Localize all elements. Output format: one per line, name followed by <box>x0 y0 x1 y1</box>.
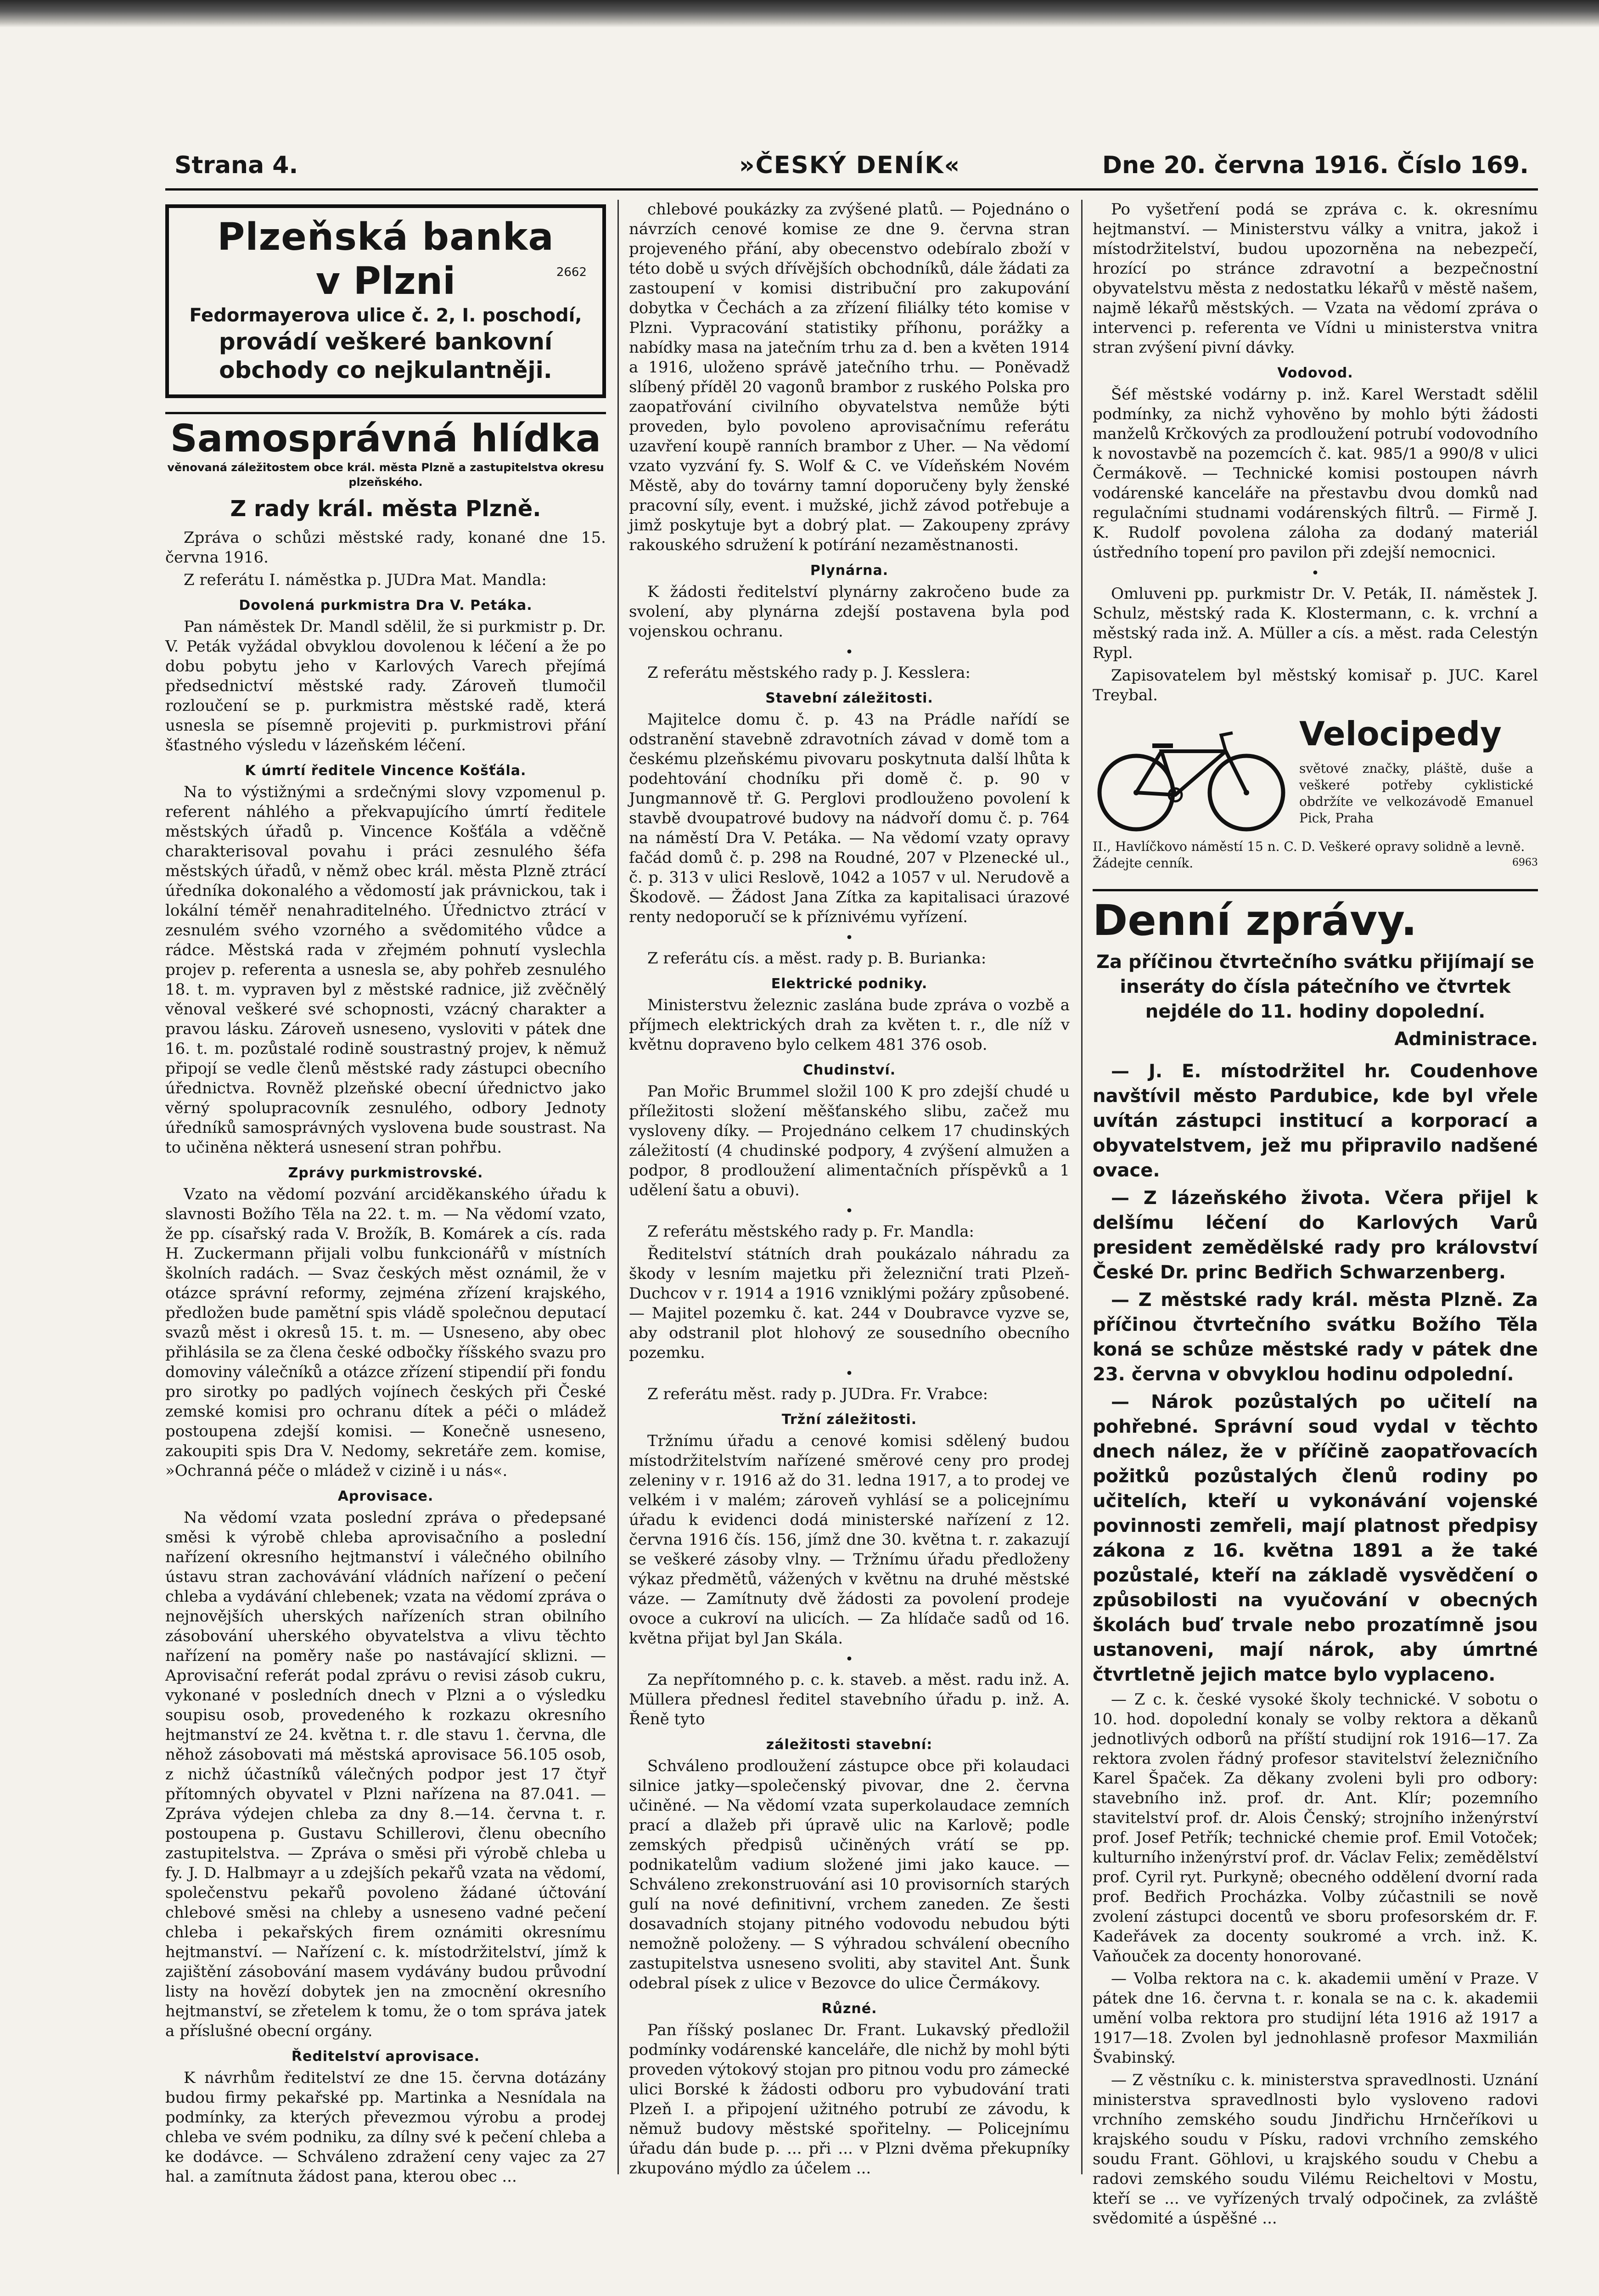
paragraph: Ministerstvu železnic zaslána bude zpráva o vozbě a příjmech elektrických drah za květen t. r., dle níž v květnu dopraveno bylo celkem 481 376 osob. <box>629 996 1070 1054</box>
separator-dot: • <box>845 1203 853 1219</box>
paragraph: Pan Mořic Brummel složil 100 K pro zdejší chudé u příležitosti složení měšťanského slibu, začež mu vysloveny díky. — Projednáno celkem 17 chudinských záležitostí (4 chudinské podpory, 4 zvýšení almužen a podpor, 8 prodloužení alimentačních příspěvků a 1 udělení šatu a obuvi). <box>629 1082 1070 1199</box>
paragraph: Zapisovatelem byl městský komisař p. JUC. Karel Treybal. <box>1093 666 1538 704</box>
article-intro: Zpráva o schůzi městské rady, konané dne 15. června 1916. <box>165 529 606 567</box>
paragraph: Za nepřítomného p. c. k. staveb. a měst. radu inž. A. Müllera přednesl ředitel stavebního úřadu p. inž. A. Řeně tyto <box>629 1671 1070 1728</box>
column-3 <box>1093 200 1538 2228</box>
subheading: Zprávy purkmistrovské. <box>288 1165 483 1181</box>
velo-description: světové značky, pláště, duše a veškeré potřeby cyklistické obdržíte ve velkozávodě Emanuel Pick, Praha <box>1299 761 1533 826</box>
velo-title: Velocipedy <box>1299 715 1502 753</box>
separator-dot: • <box>845 1651 853 1667</box>
separator-dot: • <box>845 930 853 946</box>
newspaper-title: »ČESKÝ DENÍK« <box>739 152 961 179</box>
paragraph: Šéf městské vodárny p. inž. Karel Werstadt sdělil podmínky, za nichž vyhověno by mohlo býti žádosti manželů Krčkových za prodloužení potrubí vodovodního k novostavbě na pozemcích č. kat. 985/1 a 990/8 v ulici Čermákově. — Technické komisi postoupen návrh vodárenské kanceláře na přestavbu dvou domků nad regulačními studnami vodárenských filtrů. — Firmě J. K. Rudolf povolena záloha za dodaný materiál ústředního topení pro pavilon při zdejší nemocnici. <box>1093 385 1538 562</box>
news-item: — Z c. k. české vysoké školy technické. V sobotu o 10. hod. dopolední konaly se volby rektora a děkanů jednotlivých odborů na příští studijní rok 1916—17. Za rektora zvolen řádný profesor stavitelství železničního Karel Špaček. Za děkany zvoleni byli pro odbory: stavebního inž. prof. dr. Ant. Klír; pozemního stavitelství prof. dr. Alois Čenský; strojního inženýrství prof. Josef Petřík; technické chemie prof. Emil Votoček; kulturního inženýrství prof. dr. Václav Felix; zemědělství prof. Cyril ryt. Purkyně; obecného oddělení dvorní rada prof. Bedřich Procházka. Volby zúčastnili se nově zvolení zástupci docentů ve sboru profesorském dr. F. Kadeřávek za docenty soukromé a vrch. inž. K. Vaňouček za docenty honorované. <box>1093 1690 1538 1965</box>
referat-line: Z referátu městského rady p. Fr. Mandla: <box>647 1222 974 1241</box>
bank-slogan-1: provádí veškeré bankovní <box>219 328 553 355</box>
news-item: — Z lázeňského života. Včera přijel k delšímu léčení do Karlových Varů president zemědělské rady pro království České Dr. princ Bedřich Schwarzenberg. <box>1093 1187 1538 1283</box>
subheading: Vodovod. <box>1277 365 1353 381</box>
paragraph: Pan říšský poslanec Dr. Frant. Lukavský předložil podmínky vodárenské kanceláře, dle nichž by mohl býti proveden výtokový stojan pro pitnou vodu pro zámecké ulici Borské k žádosti odboru pro vybudování trati Plzeň I. a připojení užitného potrubí ze závodu, k němuž budovy městské spořitelny. — Policejnímu úřadu dán bude p. ... při ... v Plzni dvěma překupníky zkupováno mýdlo za účelem ... <box>629 2021 1070 2178</box>
paragraph: K návrhům ředitelství ze dne 15. června dotázány budou firmy pekařské pp. Martinka a Nesnídala na podmínky, za kterých převezmou výrobu a prodej chleba ve svém podniku, za dílny své k pečení chleba a ke dodávce. — Schváleno zdražení ceny vajec za 27 hal. a zamítnuta žádost pana, kterou obec ... <box>165 2069 606 2186</box>
section-title: Samosprávná hlídka <box>165 412 606 460</box>
bank-advertisement <box>165 204 606 398</box>
column-1 <box>165 200 606 2186</box>
column-rule <box>617 200 619 2174</box>
ad-number: 2662 <box>556 265 587 279</box>
news-item: — Z věstníku c. k. ministerstva spravedlnosti. Uznání ministerstva spravedlnosti bylo vysloveno radovi vrchního zemského soudu Jindřichu Hrnčeříkovi u krajského soudu v Písku, radovi vrchního zemského soudu Frant. Göhlovi, u krajského soudu v Chebu a radovi zemského soudu Vilému Reicheltovi v Mostu, kteří se ... ve vyřízených trvalý odpočinek, za zvláště svědomité a úspěšné ... <box>1093 2071 1538 2228</box>
bicycle-advertisement <box>1093 715 1538 880</box>
paragraph: Vzato na vědomí pozvání arciděkanského úřadu k slavnosti Božího Těla na 22. t. m. — Na vědomí vzato, že pp. císařský rada V. Brožík, B. Komárek a cís. rada H. Zuckermann přijali volbu funkcionářů v místních školních radách. — Svaz českých měst oznámil, že v otázce správní reformy, zejména zřízení krajského, předložen bude pamětní spis vládě společnou deputací svazů měst i okresů 15. t. m. — Usneseno, aby obec přihlásila se za člena české odbočky říšského svazu pro domoviny válečníků a otázce zřízení stipendií při fondu pro sirotky po padlých vojínech českých při České zemské komisi pro ochranu dítek a péči o mládež postoupena zdejší komisi. — Konečně usneseno, zakoupiti spis Dra V. Nedomy, sekretáře zem. komise, »Ochranná péče o mládež v cizině i u nás«. <box>165 1185 606 1480</box>
paragraph: Po vyšetření podá se zpráva c. k. okresnímu hejtmanství. — Ministerstvu války a vnitra, jakož i místodržitelství, budou upozorněna na nebezpečí, hrozící po stránce zdravotní a bezpečnostní obyvatelstvu města z nedostatku lékařů v městě našem, najmě lékařů městských. — Vzata na vědomí zpráva o intervenci p. referenta ve Vídni u ministerstva vnitra stran zvýšení pivní dávky. <box>1093 200 1538 357</box>
bank-slogan-2: obchody co nejkulantněji. <box>219 357 552 383</box>
masthead <box>165 138 1538 191</box>
news-item: — J. E. místodržitel hr. Coudenhove navštívil město Pardubice, kde byl vřele uvítán zástupci institucí a korporací a obyvatelstvem, jež mu připravilo nadšené ovace. <box>1093 1061 1538 1181</box>
bicycle-icon <box>1093 719 1290 834</box>
velo-address: II., Havlíčkovo náměstí 15 n. C. D. Veškeré opravy solidně a levně. Žádejte cenník. <box>1093 839 1525 871</box>
paragraph: chlebové poukázky za zvýšené platů. — Pojednáno o návrzích cenové komise ze dne 9. června stran projeveného přání, aby obecenstvo odebíralo zboží v této době u svých dřívějších obchodníků, dále žádati za zastoupení v komisi distribuční pro zakupování dobytka v Čechách a za zřízení filiálky této komise v Plzni. Vypracování statistiky příhonu, porážky a nabídky masa na jatečním trhu za d. ben a květen 1914 a 1916, uloženo správě jatečního trhu. — Poněvadž slíbený příděl 20 vagonů brambor z ruského Polska pro zaopatřování civilního obyvatelstva nemůže býti proveden, bylo povoleno aprovisačnímu referátu uzavření koupě ranních brambor z Uher. — Na vědomí vzato vyzvání fy. S. Wolf & C. ve Vídeňském Novém Městě, aby do továrny tamní doporučeny byly ženské pracovní síly, event. i mužské, jichž závod potřebuje a jimž poskytuje byt a dobrý plat. — Zakoupeny zprávy rakouského sdružení k potírání nezaměstnanosti. <box>629 200 1070 554</box>
administration-signature: Administrace. <box>1394 1029 1538 1050</box>
subheading: Různé. <box>821 2001 877 2017</box>
paragraph: Ředitelství státních drah poukázalo náhradu za škody v lesním majetku při železniční trati Plzeň-Duchcov v r. 1914 a 1916 vzniklými požáry způsobené. — Majitel pozemku č. kat. 244 v Doubravce vyzve se, aby odstranil plot hlohový ze sousedního obecního pozemku. <box>629 1245 1070 1362</box>
subheading: Plynárna. <box>810 563 889 579</box>
paragraph: Pan náměstek Dr. Mandl sdělil, že si purkmistr p. Dr. V. Peták vyžádal obvyklou dovolenou k léčení a že po dobu pobytu jeho v Karlových Varech přejímá předsednictví městské rady. Zároveň tlumočil rozloučení se p. purkmistra městské radě, která usnesla se písemně projeviti p. purkmistrovi přání šťastného výsledu v lázeňském léčení. <box>165 618 606 754</box>
referat-line: Z referátu I. náměstka p. JUDra Mat. Mandla: <box>184 571 547 589</box>
daily-news-title: Denní zprávy. <box>1093 889 1538 945</box>
bank-name: Plzeňská banka <box>217 215 554 259</box>
subheading: Chudinství. <box>802 1062 896 1078</box>
bank-city <box>180 259 591 304</box>
news-item: — Volba rektora na c. k. akademii umění v Praze. V pátek dne 16. června t. r. konala se na c. k. akademii umění volba rektora pro studijní léta 1916 až 1917 a 1917—18. Zvolen byl jednohlasně profesor Maxmilián Švabinský. <box>1093 1970 1538 2067</box>
newspaper-page <box>165 119 1538 2228</box>
column-rule <box>1081 200 1083 2174</box>
subheading: Elektrické podniky. <box>771 976 928 992</box>
referat-line: Z referátu městského rady p. J. Kesslera: <box>647 664 971 682</box>
issue-date: Dne 20. června 1916. Číslo 169. <box>1102 152 1529 179</box>
section-subtitle: věnovaná záležitostem obce král. města Plzně a zastupitelstva okresu plzeňského. <box>167 461 604 489</box>
column-2 <box>629 200 1070 2178</box>
paragraph: Na vědomí vzata poslední zpráva o předepsané směsi k výrobě chleba aprovisačního a poslední nařízení okresního hejtmanství i válečného obilního ústavu stran zachovávání vládních nařízení o pečení chleba a vydávání chlebenek; vzata na vědomí zpráva o nejnovějších uherských nařízeních stran obilního zásobování uherského obyvatelstva a vlivu těchto nařízení na poměry naše po nastávající sklizni. — Aprovisační referát podal zprávu o revisi zásob cukru, vykonané v posledních dnech v Plzni a o výsledku soupisu osob, provedeného k rozkazu okresního hejtmanství ze 24. května t. r. dle stavu 1. června, dle něhož zásobovati má městská aprovisace 56.105 osob, z nichž účastníků válečných podpor jest 17 čtyř přítomných obyvatel v Plzni nařízena na 87.041. — Zpráva výdejen chleba za dny 8.—14. června t. r. postoupena p. Gustavu Schillerovi, členu obecního zastupitelstva. — Zpráva o směsi při výrobě chleba u fy. J. D. Halbmayr a u zdejších pekařů vzata na vědomí, společenstvu pekařů povoleno žádané účtování chlebové směsi na chleby a usneseno vadné pečení chleba i pekařských firem oznámiti okresnímu hejtmanství. — Nařízení c. k. místodržitelství, jímž k zajištění zásobování masem vydávány budou průvodní listy na hovězí dobytek jen na zmocnění okresního hejtmanství, se zřetelem k tomu, že o tom správa jatek a příslušné obecní orgány. <box>165 1508 606 2040</box>
page-number: Strana 4. <box>174 152 298 179</box>
scan-edge <box>0 0 1599 28</box>
subheading: Ředitelství aprovisace. <box>291 2048 480 2065</box>
paragraph: Majitelce domu č. p. 43 na Prádle nařídí se odstranění stavebně zdravotních závad v domě tom a českému plzeňskému pivovaru poskytnuta další lhůta k podehtování chodníku při domě č. p. 90 v Jungmannově tř. G. Perglovi prodlouženo povolení k stavbě dvoupatrové budovy na nádvoří domu č. p. 764 na náměstí Dra V. Petáka. — Na vědomí vzaty opravy fačád domů č. p. 298 na Roudné, 207 v Plzenecké ul., č. p. 313 v ulici Reslově, 1042 a 1057 v ul. Nerudově a Škodově. — Žádost Jana Zítka za kapitalisaci úrazové renty nedoporučí se k příznivému vyřízení. <box>629 710 1070 926</box>
subheading: Dovolená purkmistra Dra V. Petáka. <box>239 597 533 613</box>
separator-dot: • <box>1311 565 1319 581</box>
subheading: Tržní záležitosti. <box>781 1412 917 1428</box>
referat-line: Z referátu cís. a měst. rady p. B. Burianka: <box>647 949 987 968</box>
subheading: Aprovisace. <box>337 1488 434 1504</box>
paragraph: Omluveni pp. purkmistr Dr. V. Peták, II. náměstek J. Schulz, městský rada K. Klostermann, c. k. vrchní a městský rada inž. A. Müller a cís. a měst. rada Celestýn Rypl. <box>1093 585 1538 662</box>
subheading: Stavební záležitosti. <box>765 690 933 706</box>
holiday-notice: Za příčinou čtvrtečního svátku přijímají se inseráty do čísla pátečního ve čtvrtek nejdéle do 11. hodiny dopolední. <box>1096 951 1534 1022</box>
paragraph: Na to výstižnými a srdečnými slovy vzpomenul p. referent náhlého a překvapujícího úmrtí ředitele městských úřadů p. Vincence Košťála a vděčně charakterisoval povahu i práci zesnulého šéfa městských úřadů, v němž obec král. města Plzně ztrácí úředníka dokonalého a vědomostí jak právnickou, tak i lokální téměř nenahraditelného. Úřednictvo ztrácí v zesnulém svého vzorného a svědomitého vůdce a rádce. Městská rada v zřejmém pohnutí vyslechla projev p. referenta a usnesla se, aby pohřeb zesnulého 18. t. m. vypraven byl z městské radnice, již zvěčnělý věnoval veškeré své schopnosti, vzácný charakter a pravou lásku. Zároveň usneseno, vysloviti v pátek dne 16. t. m. pozůstalé rodině soustrastný projev, k němuž připojí se vedle členů městské rady zástupci obecního úřednictva. Rovněž plzeňské obecní úřednictvo jako věrný spolupracovník zesnulého, odbory Jednoty úředníků samosprávných vyslovena bude soustrast. Na to učiněna některá usnesení stran pohřbu. <box>165 783 606 1157</box>
paragraph: K žádosti ředitelství plynárny zakročeno bude za svolení, aby plynárna zdejší postavena byla pod vojenskou ochranu. <box>629 583 1070 641</box>
referat-line: Z referátu měst. rady p. JUDra. Fr. Vrabce: <box>647 1385 988 1403</box>
subheading: záležitosti stavební: <box>766 1737 933 1753</box>
bank-city-text: v Plzni <box>315 259 456 303</box>
news-item: — Nárok pozůstalých po učitelí na pohřebné. Správní soud vydal v těchto dnech nález, že v příčině zaopatřovacích požitků pozůstalých členů rodiny po učitelích, kteří u vykonávání vojenské povinnosti zemřeli, mají platnost předpisy zákona z 16. května 1891 a že také pozůstalé, kteří na základě vysvědčení o způsobilosti na vyučování v obecných školách buď trvale nebo prozatímně jsou ustanoveni, mají nárok, aby úmrtné čtvrtletně jejich matce bylo vyplaceno. <box>1093 1391 1538 1685</box>
ad-number: 6963 <box>1512 857 1538 868</box>
separator-dot: • <box>845 644 853 660</box>
bank-address: Fedormayerova ulice č. 2, I. poschodí, <box>189 305 582 326</box>
subheading: K úmrtí ředitele Vincence Košťála. <box>245 763 527 779</box>
paragraph: Tržnímu úřadu a cenové komisi sdělený budou místodržitelstvím nařízené směrové ceny pro prodej zeleniny v r. 1916 až do 31. ledna 1917, a to prodej ve velkém i v malém; zároveň vyhlásí se a policejnímu úřadu k evidenci dodá ministerské nařízení z 12. června 1916 čís. 156, jímž dne 30. května t. r. zakazují se veškeré zásoby vlny. — Tržnímu úřadu předloženy výkaz předmětů, vážených v květnu na druhé městské váze. — Zamítnuty dvě žádosti za povolení prodeje ovoce a cukroví na ulicích. — Za hlídače sadů od 16. května přijat byl Jan Skála. <box>629 1432 1070 1648</box>
paragraph: Schváleno prodloužení zástupce obce při kolaudaci silnice jatky—společenský pivovar, dne 2. června učiněné. — Na vědomí vzata superkolaudace zemních prací a dlažeb při úpravě ulic na Karlově; podle zemských předpisů učiněných vrátí se pp. podnikatelům vadium složené jimi jako kauce. — Schváleno zrekonstruování asi 10 provisorních starých gulí na nové definitivní, vrchem zaneden. Ze šesti dosavadních stojany pitného vodovodu nebudou býti nemožně položeny. — S výhradou schválení obecního zastupitelstva usneseno svoliti, aby stavitel Ant. Šunk odebral písek z ulice v Bezovce do ulice Čermákovy. <box>629 1757 1070 1992</box>
separator-dot: • <box>845 1366 853 1382</box>
news-item: — Z městské rady král. města Plzně. Za příčinou čtvrtečního svátku Božího Těla koná se schůze městské rady v pátek dne 23. června v obvyklou hodinu odpolední. <box>1093 1289 1538 1385</box>
council-heading: Z rady král. města Plzně. <box>230 496 541 522</box>
